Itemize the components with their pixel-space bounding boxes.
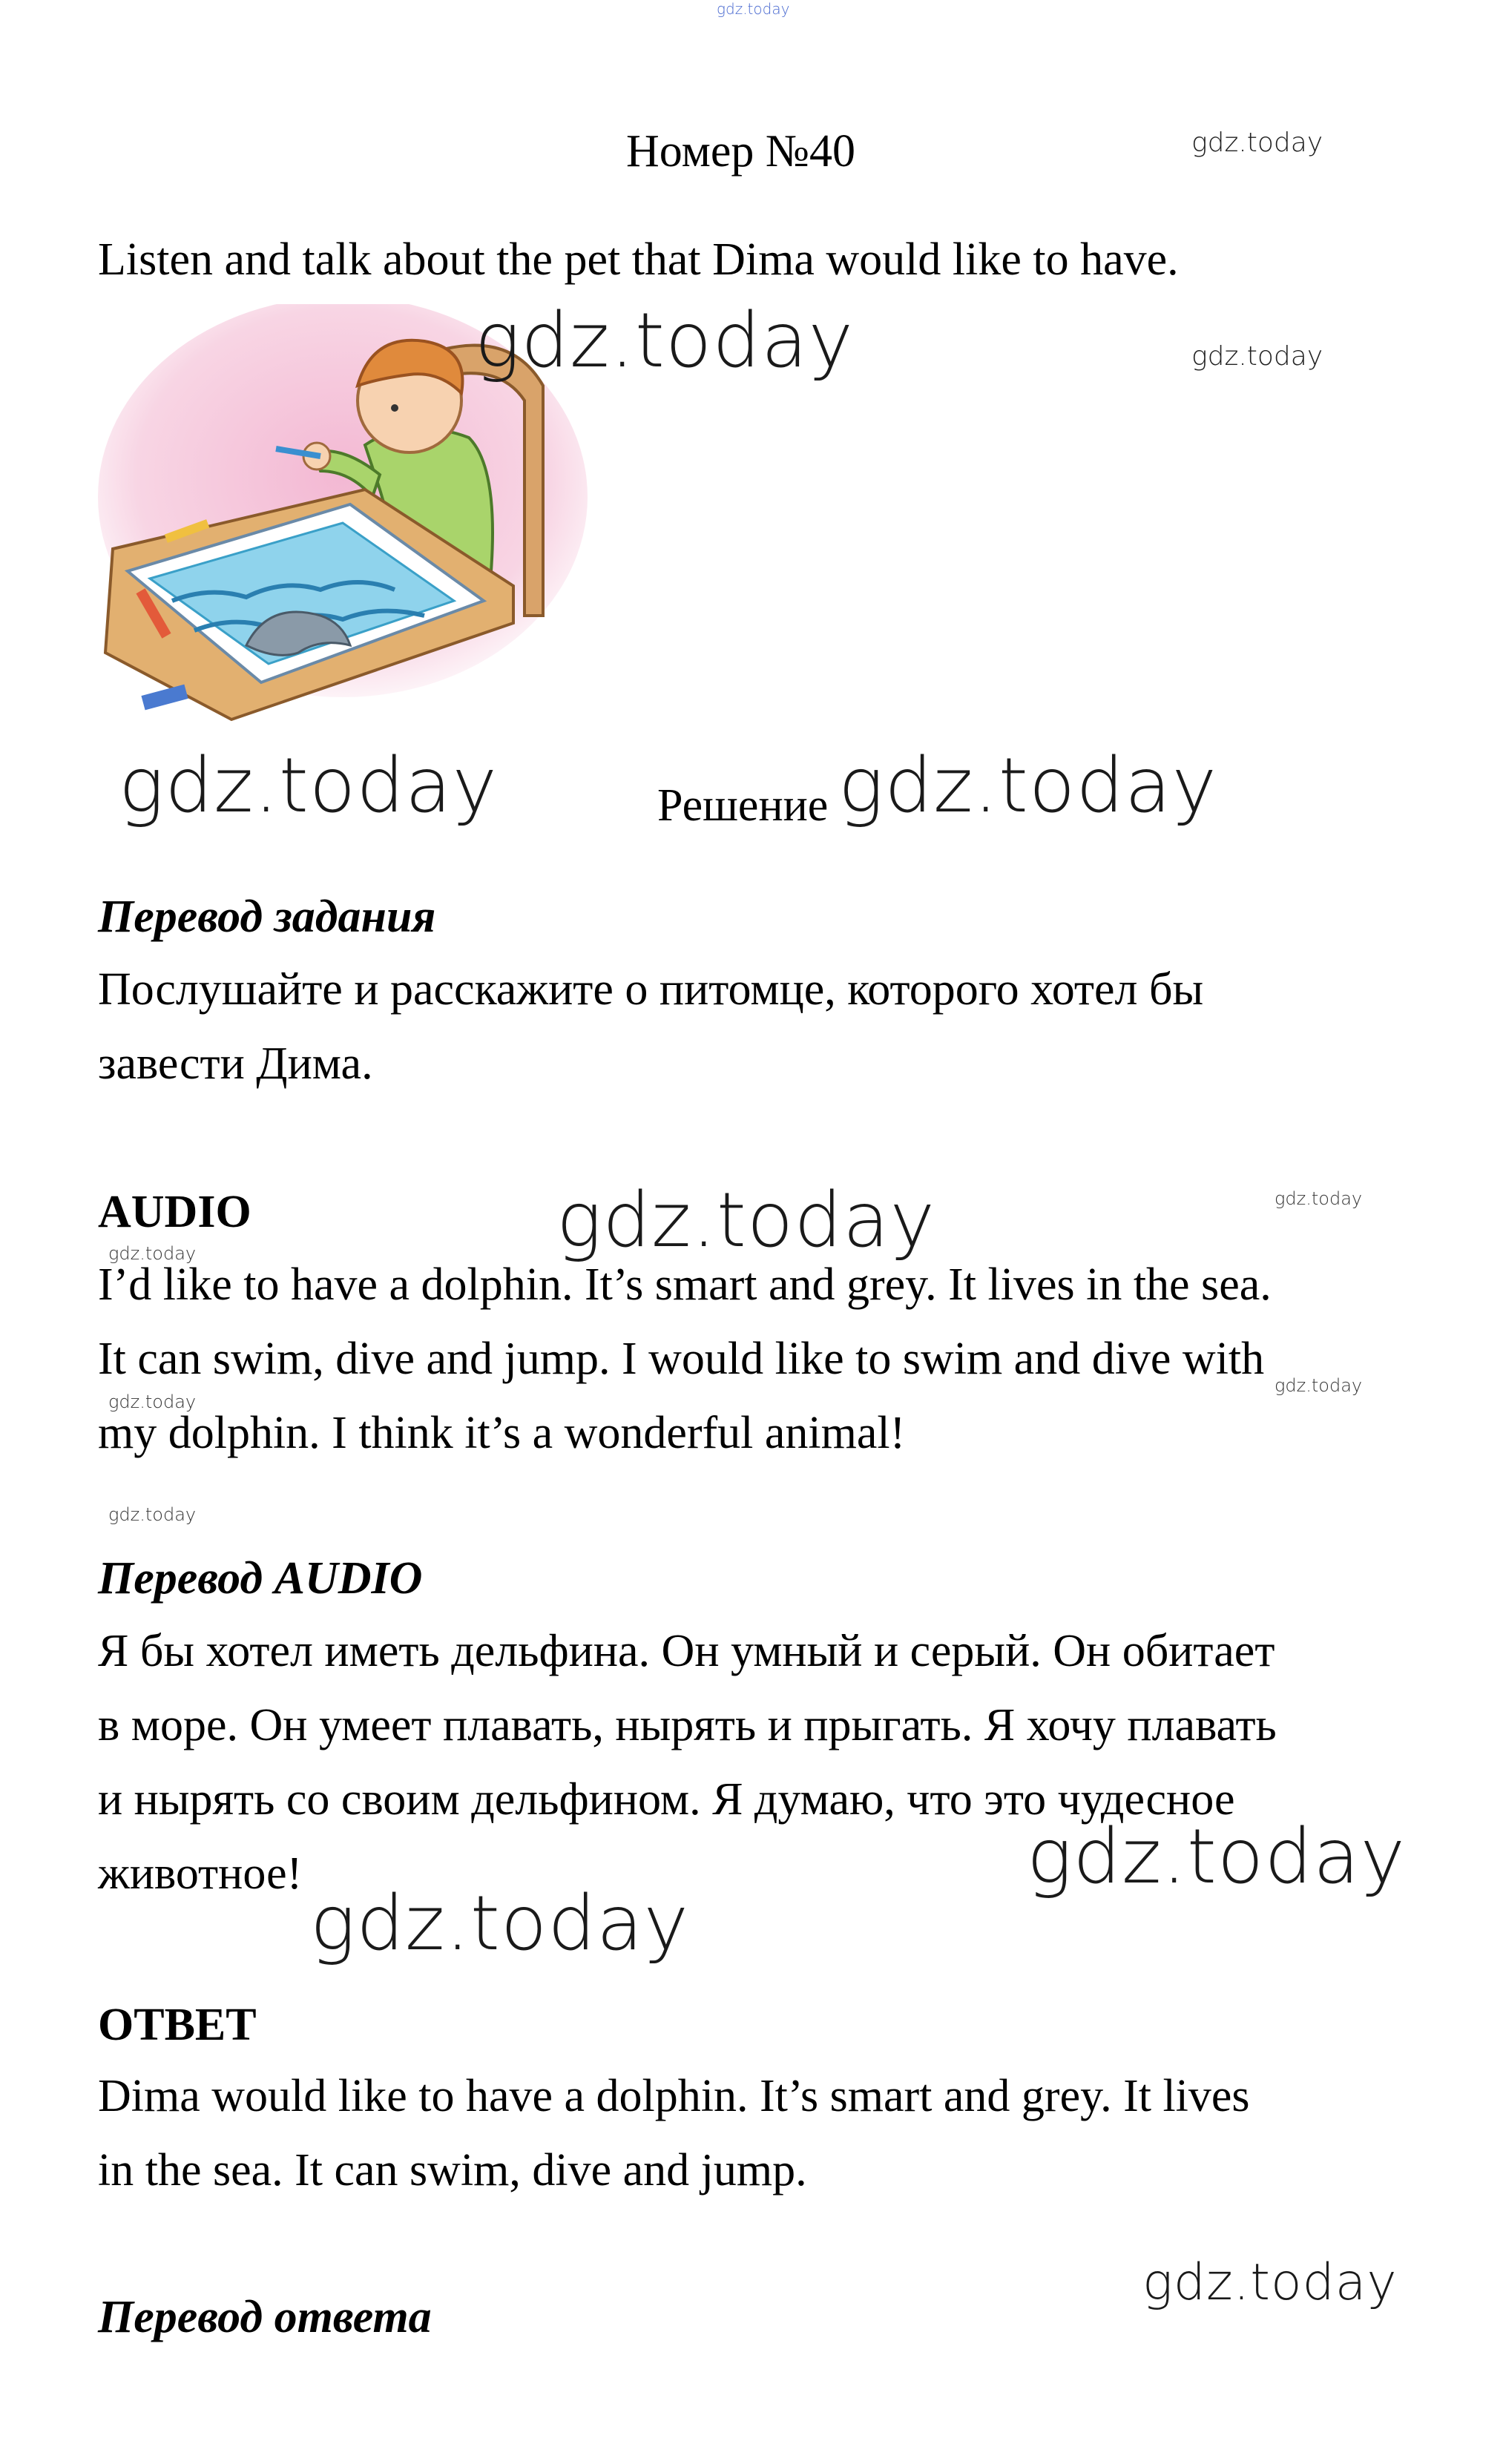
watermark: gdz.today [1275, 1375, 1363, 1396]
translation-task-text [98, 952, 1433, 1101]
text-line: Dima would like to have a dolphin. It’s smart and grey. It lives [98, 2071, 1250, 2121]
text-line: Послушайте и расскажите о питомце, которого хотел бы [98, 964, 1204, 1015]
watermark: gdz.today [556, 1176, 935, 1265]
text-line: Я бы хотел иметь дельфина. Он умный и серый. Он обитает [98, 1626, 1275, 1676]
watermark: gdz.today [1191, 341, 1323, 372]
text-line: I’d like to have a dolphin. It’s smart and grey. It lives in the sea. [98, 1259, 1272, 1310]
watermark: gdz.today [108, 1391, 197, 1412]
watermark: gdz.today [108, 1243, 197, 1264]
audio-text [98, 1248, 1433, 1470]
text-line: in the sea. It can swim, dive and jump. [98, 2145, 807, 2195]
text-line: и нырять со своим дельфином. Я думаю, что это чудесное [98, 1774, 1235, 1825]
answer-text [98, 2059, 1433, 2207]
watermark: gdz.today [1027, 1813, 1406, 1901]
watermark: gdz.today [1191, 128, 1323, 158]
watermark: gdz.today [108, 1504, 197, 1525]
translation-task-heading: Перевод задания [98, 892, 436, 942]
answer-heading: ОТВЕТ [98, 2000, 257, 2050]
text-line: my dolphin. I think it’s a wonderful animal! [98, 1408, 906, 1458]
watermark: gdz.today [1142, 2253, 1398, 2312]
audio-heading: AUDIO [98, 1187, 251, 1237]
translation-audio-heading: Перевод AUDIO [98, 1553, 423, 1604]
top-watermark: gdz.today [717, 0, 790, 18]
solution-label: Решение [657, 780, 829, 831]
watermark: gdz.today [310, 1880, 689, 1968]
text-line: животное! [98, 1848, 303, 1899]
text-line: завести Дима. [98, 1038, 373, 1089]
text-line: в море. Он умеет плавать, нырять и прыгать. Я хочу плавать [98, 1700, 1277, 1750]
watermark: gdz.today [1275, 1188, 1363, 1209]
text-line: It can swim, dive and jump. I would like to swim and dive with [98, 1334, 1265, 1384]
watermark: gdz.today [119, 742, 498, 830]
watermark: gdz.today [475, 297, 854, 385]
translation-answer-heading: Перевод ответа [98, 2292, 432, 2342]
page-title: Номер №40 [626, 126, 856, 177]
watermark: gdz.today [838, 742, 1217, 830]
task-instruction: Listen and talk about the pet that Dima would like to have. [98, 234, 1179, 285]
